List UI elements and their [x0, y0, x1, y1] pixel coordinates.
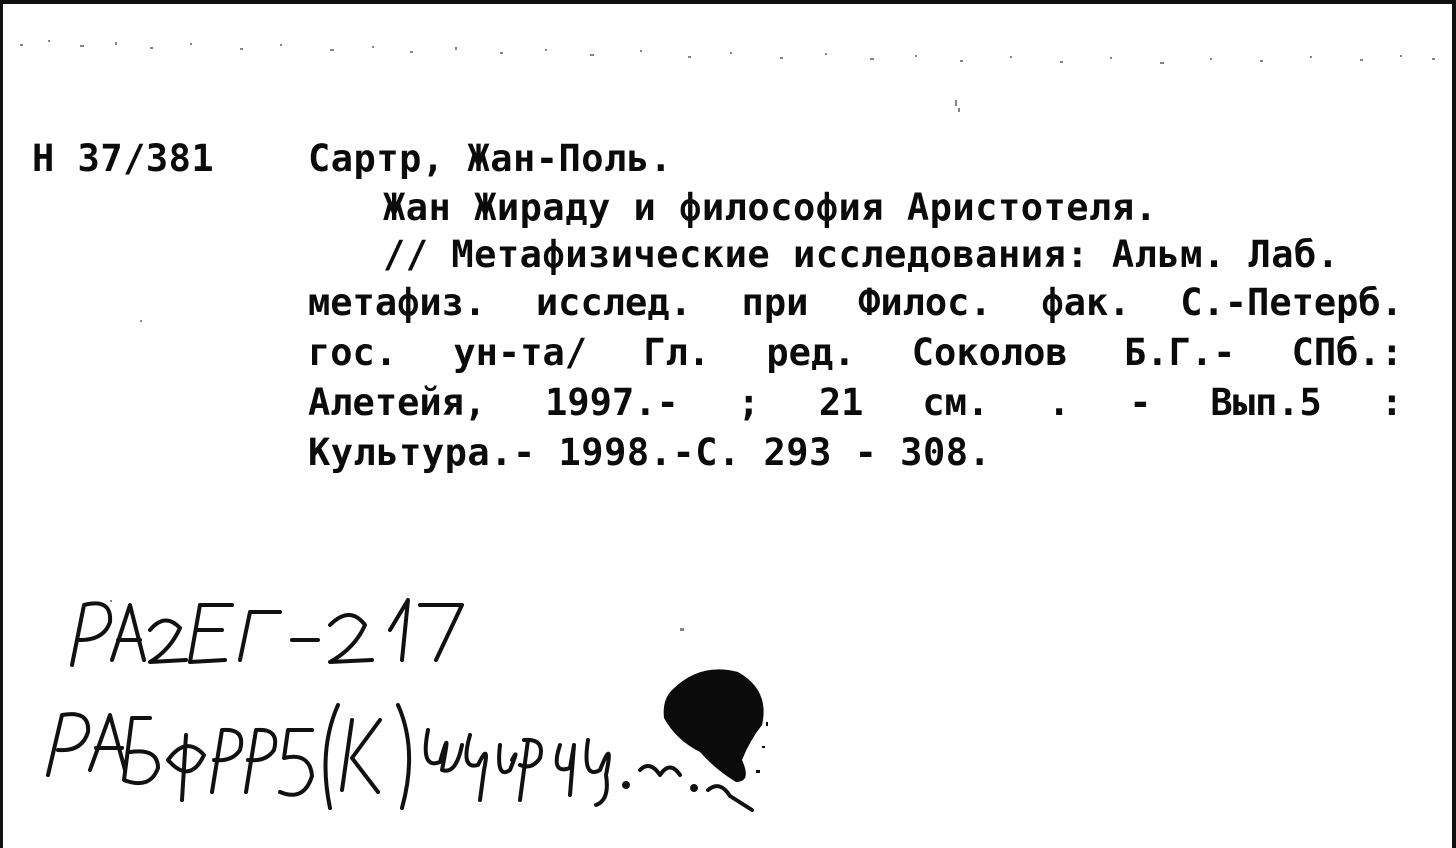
call-number: Н 37/381 — [32, 137, 215, 180]
source-line-5: Культура.- 1998.-С. 293 - 308. — [308, 431, 992, 474]
source-line-4: Алетейя, 1997.- ; 21 см. . - Вып.5 : — [308, 381, 1403, 424]
article-title: Жан Жираду и философия Аристотеля. — [383, 186, 1158, 229]
source-line-3: гос. ун-та/ Гл. ред. Соколов Б.Г.- СПб.: — [308, 331, 1403, 374]
author-heading: Сартр, Жан-Поль. — [308, 137, 673, 180]
source-line-1: // Метафизические исследования: Альм. Лаб. — [383, 233, 1340, 276]
source-line-2: метафиз. исслед. при Филос. фак. С.-Петерб. — [308, 281, 1403, 324]
